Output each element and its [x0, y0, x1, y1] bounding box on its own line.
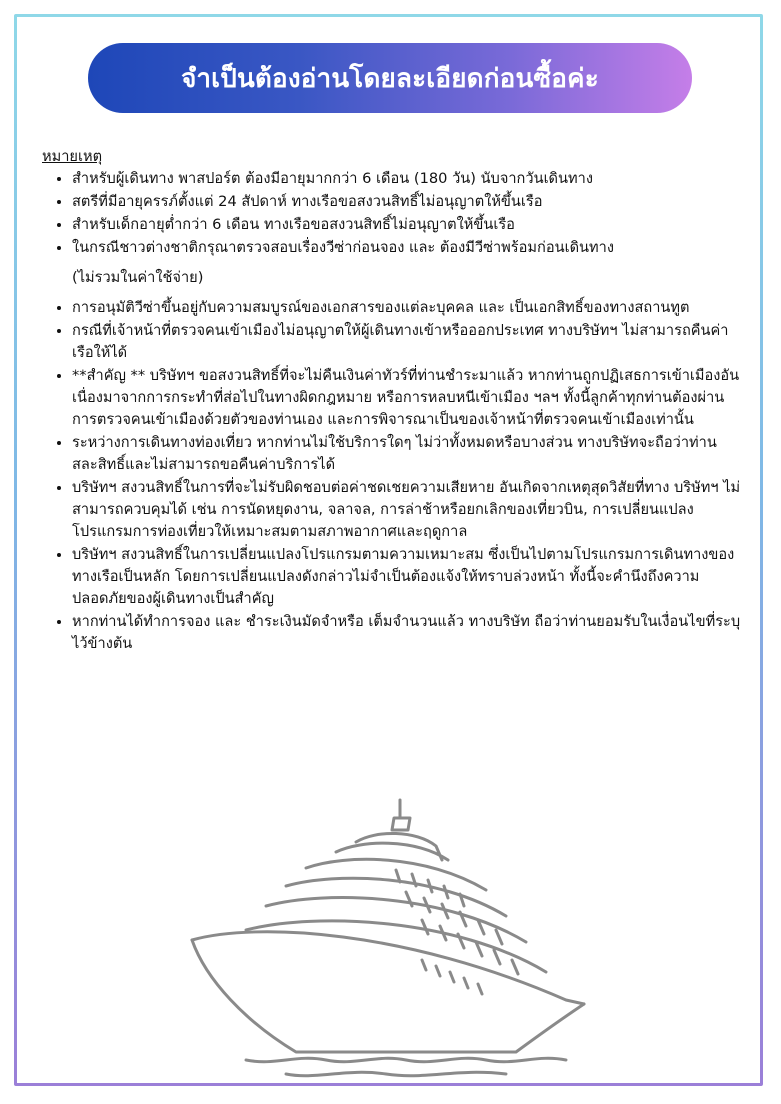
list-item: • สำหรับเด็กอายุต่ำกว่า 6 เดือน ทางเรือขอสงวนสิทธิ์ไม่อนุญาตให้ขึ้นเรือ [72, 214, 742, 236]
list-item: • บริษัทฯ สงวนสิทธิ์ในการที่จะไม่รับผิดชอบต่อค่าชดเชยความเสียหาย อันเกิดจากเหตุสุดวิสัยที่ทาง บริษัทฯ ไม่สามารถควบคุมได้ เช่น การนัดหยุดงาน, จลาจล, การล่าช้าหรือยกเลิกของเที่ยวบิน, การเปลี่ยนแปลงโปรแกรมการท่องเที่ยวให้เหมาะสมตามสภาพอากาศและฤดูกาล [72, 477, 742, 543]
list-item: • กรณีที่เจ้าหน้าที่ตรวจคนเข้าเมืองไม่อนุญาตให้ผู้เดินทางเข้าหรือออกประเทศ ทางบริษัทฯ ไม่สามารถคืนค่าเรือให้ได้ [72, 320, 742, 364]
notes-list-b [42, 297, 742, 655]
list-item: • สำหรับผู้เดินทาง พาสปอร์ต ต้องมีอายุมากกว่า 6 เดือน (180 วัน) นับจากวันเดินทาง [72, 168, 742, 190]
cruise-ship-icon [186, 790, 606, 1090]
title-banner [88, 43, 692, 113]
list-item: • ในกรณีชาวต่างชาติกรุณาตรวจสอบเรื่องวีซ่าก่อนจอง และ ต้องมีวีซ่าพร้อมก่อนเดินทาง [72, 237, 742, 259]
list-item: • บริษัทฯ สงวนสิทธิ์ในการเปลี่ยนแปลงโปรแกรมตามความเหมาะสม ซึ่งเป็นไปตามโปรแกรมการเดินทางของทางเรือเป็นหลัก โดยการเปลี่ยนแปลงดังกล่าวไม่จำเป็นต้องแจ้งให้ทราบล่วงหน้า ทั้งนี้จะคำนึงถึงความปลอดภัยของผู้เดินทางเป็นสำคัญ [72, 544, 742, 610]
list-item: • สตรีที่มีอายุครรภ์ตั้งแต่ 24 สัปดาห์ ทางเรือขอสงวนสิทธิ์ไม่อนุญาตให้ขึ้นเรือ [72, 191, 742, 213]
notes-heading: หมายเหตุ [42, 148, 103, 165]
list-item: • การอนุมัติวีซ่าขึ้นอยู่กับความสมบูรณ์ของเอกสารของแต่ละบุคคล และ เป็นเอกสิทธิ์ของทางสถานทูต [72, 297, 742, 319]
list-item: • หากท่านได้ทำการจอง และ ชำระเงินมัดจำหรือ เต็มจำนวนแล้ว ทางบริษัท ถือว่าท่านยอมรับในเงื่อนไขที่ระบุไว้ข้างต้น [72, 611, 742, 655]
notes-section [42, 146, 742, 656]
page-title: จำเป็นต้องอ่านโดยละเอียดก่อนซื้อค่ะ [181, 63, 599, 94]
list-item: • ระหว่างการเดินทางท่องเที่ยว หากท่านไม่ใช้บริการใดๆ ไม่ว่าทั้งหมดหรือบางส่วน ทางบริษัทจะถือว่าท่านสละสิทธิ์และไม่สามารถขอคืนค่าบริการได้ [72, 432, 742, 476]
list-item: • **สำคัญ ** บริษัทฯ ขอสงวนสิทธิ์ที่จะไม่คืนเงินค่าทัวร์ที่ท่านชำระมาแล้ว หากท่านถูกปฏิเสธการเข้าเมืองอันเนื่องมาจากการกระทำที่ส่อไปในทางผิดกฎหมาย หรือการหลบหนีเข้าเมือง ฯลฯ ทั้งนี้ลูกค้าทุกท่านต้องผ่านการตรวจคนเข้าเมืองด้วยตัวของท่านเอง และการพิจารณาเป็นของเจ้าหน้าที่ตรวจคนเข้าเมืองเท่านั้น [72, 365, 742, 431]
expense-note: (ไม่รวมในค่าใช้จ่าย) [72, 269, 204, 286]
notes-list-a [42, 168, 742, 259]
